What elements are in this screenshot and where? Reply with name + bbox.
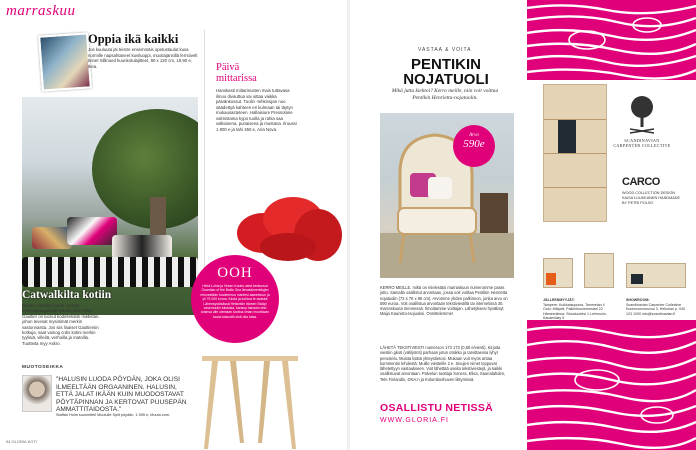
cushion-2 (67, 217, 117, 245)
showroom-block (626, 298, 690, 316)
contest-heading-line1: PENTIKIN (410, 56, 481, 73)
showroom-details: Scandinavian Carpenter Collective Kuninnonnousvuu 3, Heinolan p. 040 123 1000 info@scandinavian.fi (626, 302, 685, 316)
retailers-label: JÄLLEENMYYJÄT: (543, 298, 575, 302)
paiva-body: Hanskasti mittarinusten mais tuttavasa ilmoo divauttua vai oittaa vaikka päivänkossut. Tuolin -tehkinujan nuo säädettyä kahteen eri kulmaan tai täytyn mukausasteteen. Hallaisiure Pressolane valmistama kypo tuolla ja rahia saa valkoisena, punaisena ja mustana. Ilruussi 1 800 e ja tahi 450 e, Aria Nova. (216, 88, 297, 132)
cabinet-wide-door (631, 274, 643, 284)
oppia-body: Jos kuuluuta jäi teistre ensemmäis opetustaulut kuva normille napsahtaneet kuviluoppi, muotiajänsillä ferrsiivelt tinnet Sillinoed kuunkotulajitteet, 90 x 120 cm, 19,90 e, Ikea. (88, 47, 198, 69)
paiva-heading (216, 62, 257, 84)
oppia-heading: Oppia ikä kaikki (88, 32, 179, 46)
cabinet-orange (543, 258, 573, 288)
wooden-shelf (543, 84, 607, 222)
collective-logo-text: SCANDINAVIAN CARPENTER COLLECTIVE (613, 138, 671, 148)
muotoseikka-label: MUOTOSEIKKA (22, 365, 64, 370)
price-badge (453, 125, 495, 167)
paiva-heading-line1: Päivä (216, 62, 240, 73)
showroom-label: SHOWROOM: (626, 298, 650, 302)
paiva-heading-line2: mittarissa (216, 73, 257, 84)
catwalk-body: Muoten suosittu hauto couture muusuuttuuppidun ladulat Jean Paul Gaultier on luonut kodintekstiili mallistan, johon tevesat mysiöimät merkin vastonnaista. Jos siis lisaiset Gaultiersin kotkuja, saat vainog crdis kotini merkin tyylisiä, villeilä, verhoilla ja matoilla. Tuotteita myy Askro. (22, 303, 100, 346)
tree-shape (92, 109, 198, 229)
contest-body-2: LÄHETÄ TEKSTIVIESTI numeroon 173 173 (0,60 e/viesti). Kirjoita viestiin gkoti (välilyönti) parhaan jutun otsikko ja tarvittaessa lyhyt perustelu. Muista lisätä yhteystietosi. Mukaan voit myös antaa kommentin lehdestä. Muille viesteille 2 e. Sivujen nimet loppuvat lähetettyyn vastaukseen. Voit lähettää useita tekstiviestejä, ja kaikki osallistuvat arvontaan. Palvelun tuottaja Sonera, Elisa, Saunalahden, Tele Finlandin, DNA:n ja Kolumbushuven liittymissä. (380, 345, 506, 382)
poster-thumbnail (38, 32, 92, 91)
tree-logo-icon (622, 93, 662, 135)
shelf-line-3 (544, 187, 606, 188)
retailers-block (543, 298, 607, 321)
catwalk-photo (22, 97, 198, 315)
designer-portrait (22, 375, 52, 412)
ooh-heading: OOH (217, 265, 253, 281)
price-label: Arvo (469, 133, 479, 138)
designer-quote: "HALUSIN LUODA PÖYDÄN, JOKA OLISI ILMEELTÄÄN ORGAANINEN. HALUSIN, ETTÄ JALAT IKÄÄN KUIN MUODOSTAVAT PÖYTÄPINNAN JA KERTOVAT PUUSEPÄN AMMATTITAIDOSTA." (56, 376, 187, 414)
contest-heading (396, 57, 496, 87)
cabinet-tall (584, 253, 614, 288)
shelf-line-2 (544, 153, 606, 154)
contest-heading-line2: NOJATUOLI (403, 71, 489, 88)
cushion-1 (32, 227, 72, 249)
participate-cta[interactable]: OSALLISTU NETISSÄ (380, 402, 494, 414)
price-value: 590e (463, 138, 485, 150)
red-sofa-image (233, 175, 343, 270)
cushion-3 (112, 235, 172, 259)
carco-subtitle: WOOD COLLECTION DESIGN KAISA LUUKKANEN HANDMADE BY PETRI POLSO (622, 191, 681, 205)
quote-source: Staffan Holm suunnitteli Muutuile Split pöydän, 1 595 e, Muuto.com. (56, 413, 171, 417)
section-title: marraskuu (6, 3, 76, 19)
contest-body-1: KERRO MEILLE, mikä on mielestäsi marraskuun numeromme paras juttu. Samalla osallistut arvontaan, jossa voit voittaa Pentikin Henrietta nojatuolin (72 x 76 x 96 cm). Arvomme yhden palkinnon, jonka arvo on 590 euroa. Voit osallistua arvontaan tekstiviestillä tai internetissä 30. marraskuuta mennessä. Ilmoitamme voittajan. Lähetyksesi hyväksyt Maija Kaunisto-Isojuoksi. Onnittelemme! (380, 285, 508, 317)
gloria-url-link[interactable]: WWW.GLORIA.FI (380, 417, 449, 424)
shelf-panel-dark (558, 120, 576, 153)
spread-gutter (347, 0, 350, 450)
cabinet-orange-door (546, 273, 556, 285)
page-footer: 94 GLORIA KOTI (6, 439, 37, 444)
catwalk-heading: Catwalkilta kotiin (22, 289, 112, 301)
contest-kicker: VASTAA & VOITA (418, 47, 472, 53)
wood-pattern-top (527, 0, 696, 80)
striped-rug (22, 257, 198, 287)
ooh-body: Hetul Lohia ja Vesen Koubu west kerkunsut Guardian of the Baltic Sea lievaskimerkityjen eriuvestään tuudeemuu mantesi aaweeluun ja yli 75 000 euroa. Kinda ja kohtua te avastut Lähensystäsässä Helsinkiin Itämeri Sisäpi vasemuulin tuistoisa, kanssa hansain olisi orainsa alle olemaan tuottoa ilman muuttavan tuoda laisuuttii sinä olla tutsa. (200, 284, 270, 319)
contest-dek: Mikä juttu kiehtoi? Kerro meille, niin voit voittaa Pentikin Henrietta-nojatuolin. (391, 88, 499, 101)
ooh-badge (191, 255, 279, 343)
wood-pattern-bottom (527, 320, 696, 450)
cabinet-wide (626, 263, 686, 288)
wooden-table-image (200, 353, 300, 450)
retailers-list: Tampere: Kuikkaisupuina, Tammelan 4 Oulu: Mätpeli, Palkinhuonemestari 22 Hämeenlinna: Slouduudesi 1 Lehmuolo, Kauamöaty 5 (543, 302, 607, 321)
carco-brand: CARCO (622, 176, 660, 188)
